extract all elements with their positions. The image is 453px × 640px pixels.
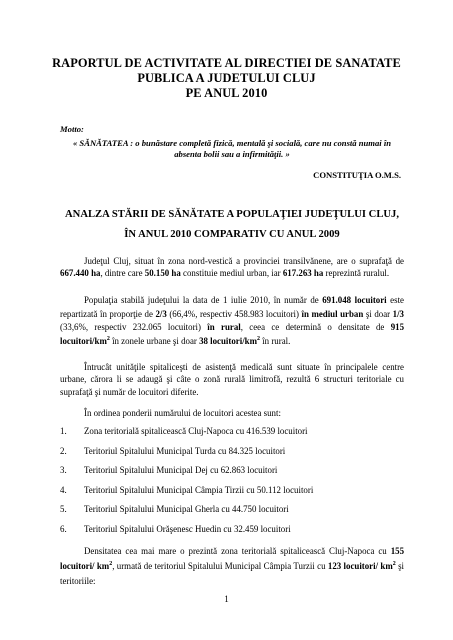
motto-quote-line-2: absenta bolii sau a infirmităţii. » bbox=[174, 149, 290, 159]
p2-density-urban-sup: 2 bbox=[106, 335, 110, 342]
p2-text-1: Populaţia stabilă judeţului la data de 1 iulie 2010, în număr de bbox=[84, 295, 323, 305]
list-item-text: Teritoriul Spitalului Municipal Câmpia Tirzii cu 50.112 locuitori bbox=[84, 484, 314, 495]
p1-bold-area-urban: 50.150 ha bbox=[144, 268, 181, 279]
p5-text-3: şi teritoriile: bbox=[60, 561, 405, 586]
p5-density-turzii-text: 123 locuitori/ km bbox=[327, 561, 393, 571]
motto-quote-line-1: « SĂNĂTATEA : o bunăstare completă fizică, mentală şi socială, care nu constă numai în bbox=[72, 138, 391, 148]
list-item bbox=[60, 523, 404, 543]
p5-density-cluj-sup: 2 bbox=[109, 561, 113, 568]
p2-bold-urban: în mediul urban bbox=[301, 308, 364, 319]
p2-text-3: (66,4%, respectiv 458.983 locuitori) bbox=[166, 308, 302, 319]
list-item bbox=[60, 484, 404, 504]
title-line-3: PE ANUL 2010 bbox=[185, 86, 268, 100]
list-item-number: 5. bbox=[60, 504, 67, 514]
list-item-text: Teritoriul Spitalului Municipal Turda cu 84.325 locuitori bbox=[84, 445, 286, 456]
p5-density-turzii-sup: 2 bbox=[392, 561, 396, 568]
list-item-number: 2. bbox=[60, 445, 67, 456]
p5-density-cluj-text: 155 locuitori/ km bbox=[60, 546, 404, 571]
p5-text-2: , urmată de teritoriul Spitalului Municipal Câmpia Turzii cu bbox=[112, 561, 328, 571]
page-number: 1 bbox=[224, 594, 229, 604]
motto-quote bbox=[60, 138, 404, 160]
p2-text-6: , ceea ce determină o densitate de bbox=[240, 322, 391, 333]
title-line-1: RAPORTUL DE ACTIVITATE AL DIRECTIEI DE SANATATE bbox=[52, 56, 401, 70]
p5-bold-density-turzii bbox=[328, 561, 396, 571]
list-item-text: Teritoriul Spitalului Orăşenesc Huedin cu 32.459 locuitori bbox=[84, 523, 291, 534]
zones-list bbox=[60, 425, 404, 542]
list-item bbox=[60, 425, 404, 445]
title-line-2: PUBLICA A JUDETULUI CLUJ bbox=[137, 71, 316, 85]
p2-text-8: în rural. bbox=[260, 335, 291, 346]
p2-text-7: în zonele urbane şi doar bbox=[109, 335, 200, 346]
list-item bbox=[60, 445, 404, 465]
list-item-number: 1. bbox=[60, 426, 67, 436]
heading-line-2: ÎN ANUL 2010 COMPARATIV CU ANUL 2009 bbox=[124, 229, 340, 240]
list-item-text: Zona teritorială spitalicească Cluj-Napoca cu 416.539 locuitori bbox=[84, 426, 308, 436]
list-item bbox=[60, 503, 404, 523]
list-item bbox=[60, 464, 404, 484]
p1-text-4: reprezintă ruralul. bbox=[323, 268, 390, 279]
paragraph-order-intro: În ordinea ponderii numărului de locuitori acestea sunt: bbox=[84, 408, 281, 418]
p2-bold-ratio-urban: 2/3 bbox=[155, 308, 167, 319]
paragraph-density bbox=[60, 544, 404, 589]
p2-bold-density-rural bbox=[199, 336, 260, 346]
list-item-text: Teritoriul Spitalului Municipal Gherla cu 44.750 locuitori bbox=[84, 504, 289, 514]
p2-text-4: şi doar bbox=[363, 308, 393, 319]
paragraph-structures: Întrucât unităţile spitaliceşti de asistenţă medicală sunt situate în principalele centre urbane, cărora li se adaugă şi câte o zonă rurală limitrofă, rezultă 6 structuri teritoriale cu suprafaţă şi număr de locuitori diferite. bbox=[60, 362, 404, 397]
p1-bold-area-total: 667.440 ha bbox=[60, 268, 101, 279]
report-title bbox=[40, 56, 413, 101]
p1-bold-area-rural: 617.263 ha bbox=[282, 268, 324, 279]
paragraph-population bbox=[60, 294, 404, 348]
p2-density-urban-text: 915 locuitori/km bbox=[60, 322, 404, 346]
list-item-number: 6. bbox=[60, 523, 67, 534]
p2-text-2: este repartizată în proporţie de bbox=[60, 295, 404, 319]
p1-text-1: Judeţul Cluj, situat în zona nord-vestică a provinciei transilvănene, are o suprafaţă de bbox=[84, 256, 404, 266]
paragraph-surface bbox=[60, 255, 404, 280]
p1-text-3: constituie mediul urban, iar bbox=[180, 268, 283, 279]
analysis-heading bbox=[60, 208, 404, 241]
p2-text-5: (33,6%, respectiv 232.065 locuitori) bbox=[60, 322, 208, 333]
heading-line-1: ANALZA STĂRII DE SĂNĂTATE A POPULAŢIEI JUDEŢULUI CLUJ, bbox=[65, 209, 399, 220]
motto-source: CONSTITUŢIA O.M.S. bbox=[313, 170, 401, 180]
p2-density-rural-sup: 2 bbox=[257, 335, 260, 342]
p2-density-rural-text: 38 locuitori/km bbox=[199, 335, 257, 346]
motto-label: Motto: bbox=[60, 124, 84, 134]
p2-bold-rural: în rural bbox=[207, 322, 241, 333]
p2-bold-ratio-rural: 1/3 bbox=[392, 308, 404, 319]
p2-bold-population: 691.048 locuitori bbox=[322, 295, 387, 305]
p5-text-1: Densitatea cea mai mare o prezintă zona teritorială spitalicească Cluj-Napoca cu bbox=[84, 546, 391, 556]
list-item-number: 4. bbox=[60, 484, 67, 495]
list-item-number: 3. bbox=[60, 465, 67, 475]
list-item-text: Teritoriul Spitalului Municipal Dej cu 62.863 locuitori bbox=[84, 465, 278, 475]
p1-text-2: , dintre care bbox=[100, 268, 145, 279]
